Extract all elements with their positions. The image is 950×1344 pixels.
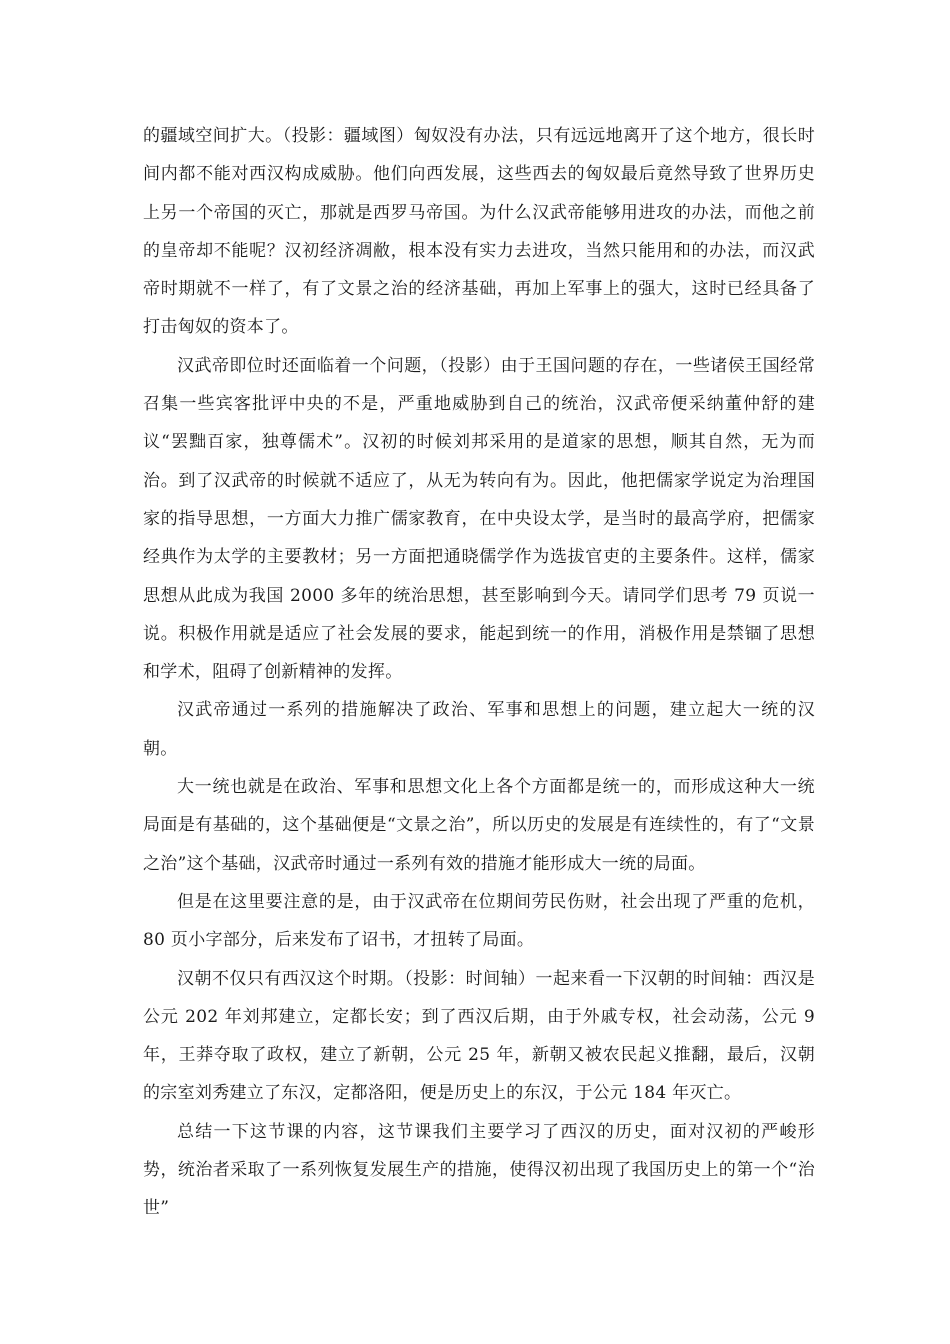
paragraph-2: 汉武帝即位时还面临着一个问题，（投影）由于王国问题的存在，一些诸侯王国经常召集一些宾客批评中央的不是，严重地威胁到自己的统治，汉武帝便采纳董仲舒的建议“罢黜百家，独尊儒术”。汉初的时候刘邦采用的是道家的思想，顺其自然，无为而治。到了汉武帝的时候就不适应了，从无为转向有为。因此，他把儒家学说定为治理国家的指导思想，一方面大力推广儒家教育，在中央设太学，是当时的最高学府，把儒家经典作为太学的主要教材；另一方面把通晓儒学作为选拔官吏的主要条件。这样，儒家思想从此成为我国 2000 多年的统治思想，甚至影响到今天。请同学们思考 79 页说一说。积极作用就是适应了社会发展的要求，能起到统一的作用，消极作用是禁锢了思想和学术，阻碍了创新精神的发挥。 (143, 355, 815, 683)
paragraph-3: 汉武帝通过一系列的措施解决了政治、军事和思想上的问题，建立起大一统的汉朝。 (143, 700, 815, 759)
paragraph-5: 但是在这里要注意的是，由于汉武帝在位期间劳民伤财，社会出现了严重的危机，80 页小字部分，后来发布了诏书，才扭转了局面。 (143, 891, 815, 951)
document-body (143, 117, 815, 1228)
paragraph-6: 汉朝不仅只有西汉这个时期。（投影：时间轴）一起来看一下汉朝的时间轴：西汉是公元 202 年刘邦建立，定都长安；到了西汉后期，由于外戚专权，社会动荡，公元 9 年，王莽夺取了政权，建立了新朝，公元 25 年，新朝又被农民起义推翻，最后，汉朝的宗室刘秀建立了东汉，定都洛阳，便是历史上的东汉，于公元 184 年灭亡。 (143, 968, 815, 1104)
paragraph-4: 大一统也就是在政治、军事和思想文化上各个方面都是统一的，而形成这种大一统局面是有基础的，这个基础便是“文景之治”，所以历史的发展是有连续性的，有了“文景之治”这个基础，汉武帝时通过一系列有效的措施才能形成大一统的局面。 (143, 777, 815, 874)
paragraph-1: 的疆域空间扩大。（投影：疆域图）匈奴没有办法，只有远远地离开了这个地方，很长时间内都不能对西汉构成威胁。他们向西发展，这些西去的匈奴最后竟然导致了世界历史上另一个帝国的灭亡，那就是西罗马帝国。为什么汉武帝能够用进攻的办法，而他之前的皇帝却不能呢？汉初经济凋敝，根本没有实力去进攻，当然只能用和的办法，而汉武帝时期就不一样了，有了文景之治的经济基础，再加上军事上的强大，这时已经具备了打击匈奴的资本了。 (143, 126, 815, 338)
paragraph-7: 总结一下这节课的内容，这节课我们主要学习了西汉的历史，面对汉初的严峻形势，统治者采取了一系列恢复发展生产的措施，使得汉初出现了我国历史上的第一个“治世” (143, 1121, 815, 1219)
